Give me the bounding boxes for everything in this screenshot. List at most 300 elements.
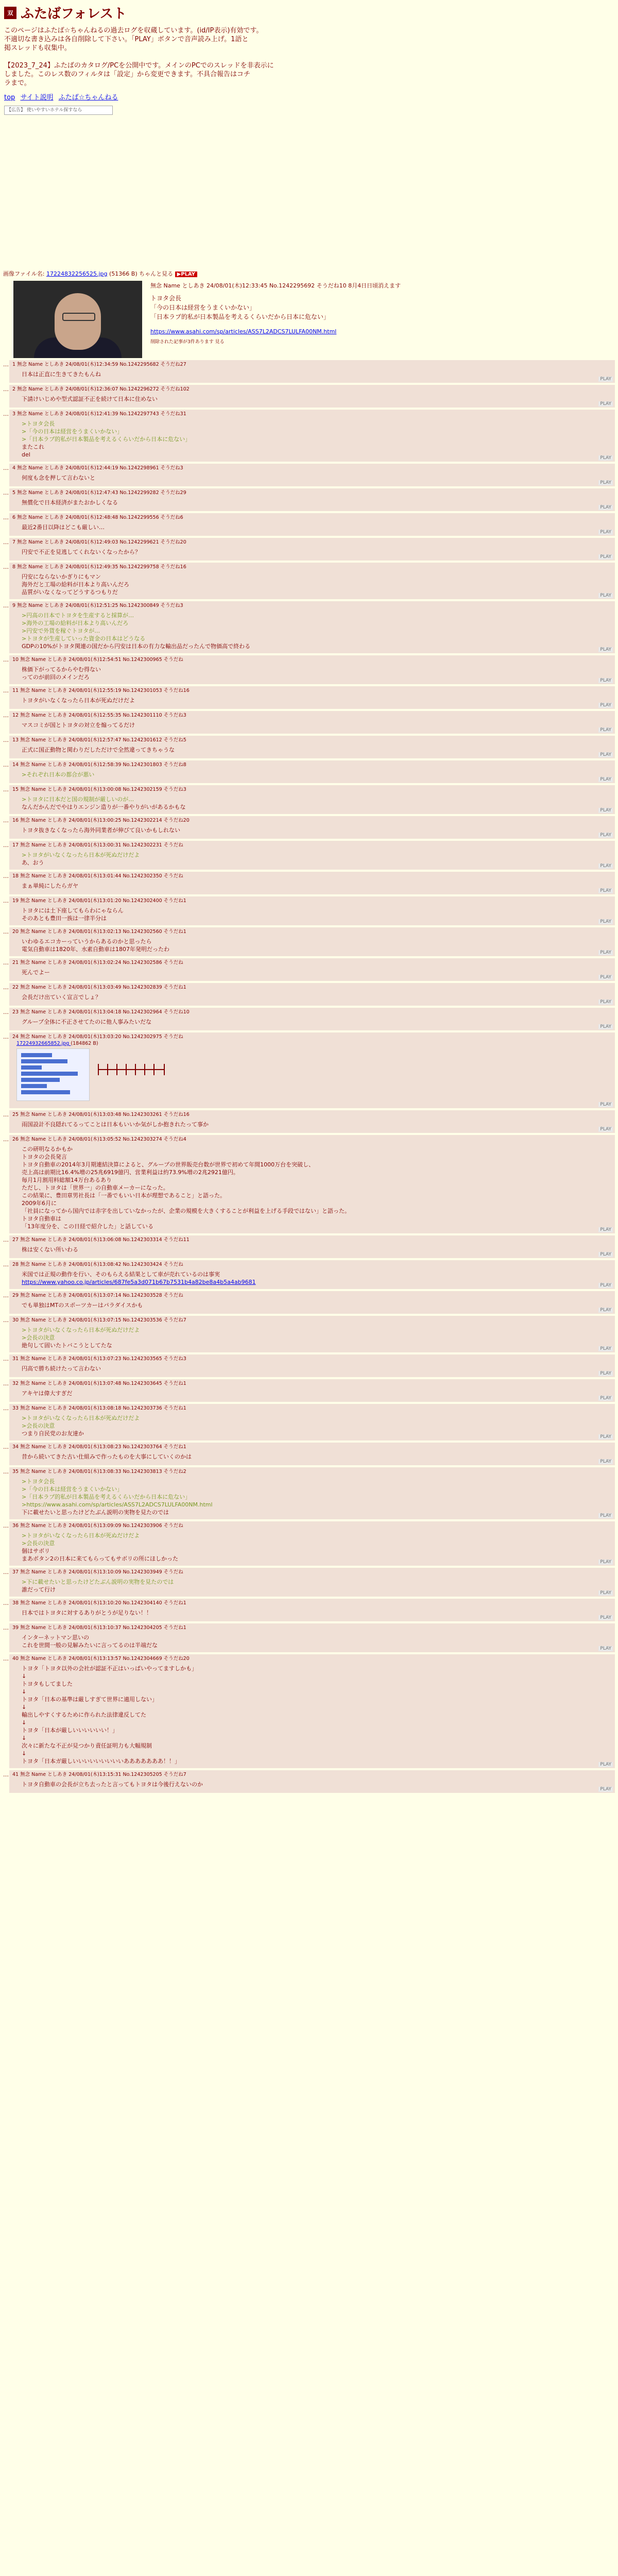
reply-play-button[interactable]: PLAY [598, 1787, 613, 1792]
reply-meta-text: 無念 Name としあき 24/08/01(木)12:58:39 No.1242301803 そうだね8 [20, 762, 186, 768]
reply-text [12, 395, 612, 403]
reply-play-button[interactable]: PLAY [598, 1396, 613, 1401]
reply-text [12, 1365, 612, 1372]
reply-marker: … [3, 687, 9, 694]
reply-meta-text: 無念 Name としあき 24/08/01(木)13:08:42 No.1242303424 そうだね [20, 1262, 183, 1267]
reply-line: トヨタ抜きなくなったら海外同業者が伸びて良いかもしれない [22, 827, 180, 834]
reply-line: 米国では正規の動作を行い、そのもらえる結果として車が売れているのは事実 [22, 1271, 220, 1278]
reply-meta-text: 無念 Name としあき 24/08/01(木)13:01:44 No.1242302350 そうだね [20, 873, 183, 879]
top-nav [4, 92, 615, 101]
reply-line: 次々に新たな不正が見つかり責任証明力も大幅規制 [22, 1742, 152, 1749]
reply-meta-text: 無念 Name としあき 24/08/01(木)13:10:20 No.1242304140 そうだね1 [20, 1600, 186, 1606]
reply-play-button[interactable]: PLAY [598, 1371, 613, 1376]
reply-marker: … [3, 1292, 9, 1299]
reply-box [9, 927, 615, 956]
site-logo[interactable]: 双 [4, 7, 16, 19]
reply-quote-line: >下に載せたいと思ったけどたぶん説明の実物を見たのでは [22, 1579, 174, 1585]
reply-number: 30 [12, 1317, 21, 1323]
reply-marker: … [3, 817, 9, 824]
reply-text [12, 1145, 612, 1230]
reply-play-button[interactable]: PLAY [598, 678, 613, 683]
reply-text [12, 1532, 612, 1563]
reply-quote-line: >会長の決意 [22, 1334, 55, 1341]
reply-text [12, 721, 612, 729]
reply-text [12, 548, 612, 556]
reply-play-button[interactable]: PLAY [598, 1102, 613, 1107]
reply-line: いわゆるエコカーっていうからあるのかと思ったら [22, 938, 152, 945]
reply-post [3, 1599, 615, 1621]
reply-line: まあボタン2の日本に来てもらってもサボリの所にほしかった [22, 1555, 178, 1562]
reply-play-button[interactable]: PLAY [598, 1283, 613, 1288]
reply-number: 39 [12, 1625, 21, 1631]
reply-number: 28 [12, 1262, 21, 1267]
reply-line: 海外だと工場の給料が日本より高いんだろ [22, 581, 129, 588]
reply-meta [12, 361, 612, 368]
op-line: トヨタ会長 [150, 295, 182, 302]
reply-meta [12, 1292, 612, 1299]
notice-line: 不適切な書き込みは各自削除して下さい。「PLAY」ボタンで音声読み上げ。1語と [4, 36, 249, 43]
reply-post [3, 958, 615, 981]
reply-post [3, 1235, 615, 1258]
reply-marker: … [3, 564, 9, 570]
reply-quote-line: >「今の日本は経営をうまくいかない」 [22, 1486, 123, 1493]
reply-line: ↓ [22, 1750, 27, 1757]
reply-text [12, 666, 612, 681]
reply-post [3, 1354, 615, 1377]
notice-line: 【2023_7_24】ふたばのカタログ/PCを公開中です。メインのPCでのスレッドを非表示に [4, 62, 274, 70]
reply-box [9, 958, 615, 981]
reply-play-button[interactable]: PLAY [598, 1308, 613, 1313]
reply-post [3, 736, 615, 758]
reply-play-button[interactable]: PLAY [598, 919, 613, 924]
reply-line: トヨタには土下座してもらわにゃならん [22, 907, 124, 914]
reply-quote-line: >トヨタがいなくなったら日本が死ぬだけだよ [22, 1532, 140, 1539]
play-button[interactable]: ▶PLAY [175, 272, 197, 277]
reply-meta-text: 無念 Name としあき 24/08/01(木)13:10:37 No.1242304205 そうだね1 [20, 1625, 186, 1631]
reply-image-link[interactable]: 17224932665852.jpg [16, 1041, 71, 1046]
reply-meta [12, 984, 612, 991]
nav-link-top[interactable]: top [4, 94, 15, 101]
reply-number: 31 [12, 1356, 21, 1362]
reply-meta-text: 無念 Name としあき 24/08/01(木)12:54:51 No.1242300965 そうだね [20, 657, 183, 663]
reply-line: 何度も念を押して言わないと [22, 474, 95, 481]
reply-play-button[interactable]: PLAY [598, 1560, 613, 1565]
reply-play-button[interactable]: PLAY [598, 808, 613, 813]
reply-marker: … [3, 386, 9, 393]
reply-play-button[interactable]: PLAY [598, 1434, 613, 1439]
reply-number: 1 [12, 362, 18, 367]
reply-line: 円高で勝ち続けたって言わない [22, 1365, 101, 1372]
reply-play-button[interactable]: PLAY [598, 975, 613, 980]
reply-text [12, 1453, 612, 1461]
reply-number: 14 [12, 762, 21, 768]
reply-box [9, 360, 615, 383]
reply-marker: … [3, 1624, 9, 1631]
reply-marker: … [3, 873, 9, 879]
reply-play-button[interactable]: PLAY [598, 1127, 613, 1132]
reply-play-button[interactable]: PLAY [598, 455, 613, 461]
reply-box [9, 841, 615, 870]
reply-post [3, 1008, 615, 1030]
reply-line: まぁ単純にしたらガヤ [22, 883, 78, 889]
site-notice [4, 26, 615, 88]
reply-number: 38 [12, 1600, 21, 1606]
reply-line: ↓ [22, 1719, 27, 1726]
reply-line: トヨタ自動車の2014年3月期連結決算によると、グループの世界販売台数が世界で初めて年間1000万台を突破し、 [22, 1161, 315, 1168]
file-size: (51366 B) [109, 270, 138, 277]
notice-line: ラまで。 [4, 79, 31, 87]
reply-play-button[interactable]: PLAY [598, 727, 613, 733]
reply-quote-line: >https://www.asahi.com/sp/articles/ASS7L2ADCS7LULFA00NM.html [22, 1501, 213, 1508]
ad-label[interactable]: ちゃんと見る [139, 270, 174, 277]
reply-post [3, 655, 615, 684]
reply-number: 41 [12, 1772, 21, 1777]
reply-play-button[interactable]: PLAY [598, 1762, 613, 1767]
reply-play-button[interactable]: PLAY [598, 1513, 613, 1518]
reply-post [3, 1379, 615, 1402]
reply-line: ってのが前回のメインだろ [22, 674, 90, 681]
reply-play-button[interactable]: PLAY [598, 1346, 613, 1351]
reply-play-button[interactable]: PLAY [598, 950, 613, 955]
reply-number: 40 [12, 1656, 21, 1662]
reply-meta-text: 無念 Name としあき 24/08/01(木)13:15:31 No.1242305205 そうだね7 [20, 1772, 186, 1777]
reply-number: 27 [12, 1237, 21, 1243]
reply-play-button[interactable]: PLAY [598, 703, 613, 708]
reply-post [3, 983, 615, 1006]
reply-text [12, 795, 612, 811]
reply-meta-text: 無念 Name としあき 24/08/01(木)13:03:48 No.1242303261 そうだね16 [20, 1112, 190, 1117]
reply-post [3, 785, 615, 814]
reply-number: 9 [12, 603, 18, 608]
reply-number: 13 [12, 737, 21, 743]
reply-box [9, 736, 615, 758]
reply-meta [12, 1405, 612, 1412]
reply-text [12, 1301, 612, 1309]
reply-box [9, 1316, 615, 1352]
reply-meta [12, 1355, 612, 1363]
reply-marker: … [3, 539, 9, 546]
reply-post [3, 686, 615, 709]
reply-quote-line: >トヨタがいなくなったら日本が死ぬだけだよ [22, 1415, 140, 1421]
reply-marker: … [3, 1569, 9, 1575]
reply-text [12, 523, 612, 531]
reply-line: 株は安くない所いわる [22, 1246, 78, 1253]
reply-play-button[interactable]: PLAY [598, 1590, 613, 1596]
file-link[interactable]: 17224832256525.jpg [46, 270, 108, 277]
reply-text [12, 697, 612, 704]
reply-meta-text: 無念 Name としあき 24/08/01(木)13:08:33 No.1242303813 そうだね2 [20, 1469, 186, 1475]
reply-number: 33 [12, 1405, 21, 1411]
reply-meta [12, 539, 612, 546]
reply-meta-text: 無念 Name としあき 24/08/01(木)13:03:49 No.1242302839 そうだね1 [20, 985, 186, 990]
reply-marker: … [3, 1655, 9, 1662]
reply-number: 4 [12, 465, 18, 471]
reply-number: 36 [12, 1523, 21, 1529]
reply-play-button[interactable]: PLAY [598, 647, 613, 652]
reply-meta [12, 1136, 612, 1143]
reply-meta [12, 1569, 612, 1576]
reply-box [9, 1404, 615, 1440]
reply-quote-line: >「日本ラプ的私が日本製品を考えるくらいだから日本に危ない」 [22, 436, 191, 443]
reply-line: 輸出しやすくするために作られた法律違反してた [22, 1711, 146, 1718]
reply-meta [12, 1009, 612, 1016]
reply-text [12, 969, 612, 976]
reply-text [12, 474, 612, 482]
reply-image-size: (184862 B) [71, 1041, 98, 1046]
reply-post [3, 1443, 615, 1465]
reply-meta [12, 1655, 612, 1663]
reply-text [12, 1609, 612, 1617]
reply-play-button[interactable]: PLAY [598, 1227, 613, 1232]
reply-line: 2009年6月に [22, 1200, 57, 1207]
reply-text [12, 993, 612, 1001]
reply-meta [12, 386, 612, 393]
reply-line: 誰だって行け [22, 1586, 56, 1593]
reply-meta-text: 無念 Name としあき 24/08/01(木)12:49:35 No.1242299758 そうだね16 [17, 564, 186, 570]
op-body [150, 281, 401, 358]
reply-line: ↓ [22, 1673, 27, 1680]
reply-box [9, 872, 615, 894]
reply-marker: … [3, 842, 9, 849]
reply-play-button[interactable]: PLAY [598, 833, 613, 838]
reply-meta-text: 無念 Name としあき 24/08/01(木)12:34:59 No.1242295682 そうだね27 [17, 362, 186, 367]
reply-text [12, 938, 612, 953]
reply-line: 絶句して固いたトバこうとしてたな [22, 1342, 112, 1349]
reply-quote-line: >トヨタ会長 [22, 420, 55, 427]
file-label: 画像ファイル名: [3, 270, 45, 277]
reply-play-button[interactable]: PLAY [598, 480, 613, 485]
reply-link[interactable]: https://www.yahoo.co.jp/articles/687fe5a3d071b67b7531b4a82be8a4b5a4ab9681 [22, 1279, 256, 1285]
reply-post [3, 1291, 615, 1314]
reply-post [3, 464, 615, 486]
reply-play-button[interactable]: PLAY [598, 505, 613, 510]
reply-post [3, 1654, 615, 1768]
reply-marker: … [3, 1111, 9, 1118]
reply-play-button[interactable]: PLAY [598, 888, 613, 893]
op-meta: 無念 Name としあき 24/08/01(木)12:33:45 No.1242295692 そうだね10 8月4日日頃消えます [150, 282, 401, 289]
reply-meta-text: 無念 Name としあき 24/08/01(木)13:04:18 No.1242302964 そうだね10 [20, 1009, 190, 1015]
reply-post [3, 1770, 615, 1793]
reply-meta-text: 無念 Name としあき 24/08/01(木)13:00:08 No.1242302159 そうだね3 [20, 787, 186, 792]
reply-post [3, 1521, 615, 1566]
reply-box [9, 563, 615, 599]
reply-box [9, 686, 615, 709]
reply-number: 29 [12, 1293, 21, 1298]
reply-meta [12, 817, 612, 824]
reply-line: トヨタ「トヨタ以外の会社が認証不正はいっぱいやってますしかも」 [22, 1665, 197, 1672]
reply-play-button[interactable]: PLAY [598, 1459, 613, 1464]
site-header [0, 0, 618, 120]
reply-meta [12, 761, 612, 769]
reply-line: del [22, 451, 30, 458]
reply-meta-text: 無念 Name としあき 24/08/01(木)13:00:31 No.1242302231 そうだね [20, 842, 183, 848]
reply-box [9, 983, 615, 1006]
reply-box [9, 760, 615, 783]
reply-box [9, 538, 615, 561]
reply-number: 35 [12, 1469, 21, 1475]
reply-meta-text: 無念 Name としあき 24/08/01(木)12:55:35 No.1242301110 そうだね3 [20, 713, 186, 718]
reply-play-button[interactable]: PLAY [598, 554, 613, 560]
reply-text [12, 746, 612, 754]
reply-marker: … [3, 656, 9, 663]
reply-line: 日本は正直に生きてきたもんね [22, 371, 101, 378]
reply-quote-line: >「日本ラプ的私が日本製品を考えるくらいだから日本に危ない」 [22, 1494, 191, 1500]
reply-meta-text: 無念 Name としあき 24/08/01(木)12:47:43 No.1242299282 そうだね29 [17, 490, 186, 496]
reply-meta-text: 無念 Name としあき 24/08/01(木)12:51:25 No.1242300849 そうだね3 [17, 603, 183, 608]
reply-image[interactable] [16, 1048, 90, 1101]
reply-marker: … [3, 1261, 9, 1268]
reply-meta [12, 1261, 612, 1268]
reply-line: 品質がいなくなってどうするつもりだ [22, 589, 118, 596]
reply-meta-text: 無念 Name としあき 24/08/01(木)13:01:20 No.1242302400 そうだね1 [20, 898, 186, 904]
reply-post [3, 760, 615, 783]
op-image[interactable] [13, 281, 142, 358]
reply-line: あ、おう [22, 859, 44, 866]
reply-text [12, 771, 612, 778]
search-input[interactable]: 【広告】 使いやすいホテル探すなら [4, 106, 113, 115]
reply-text [12, 1478, 612, 1516]
reply-post [3, 563, 615, 599]
nav-link-futaba[interactable]: ふたば☆ちゃんねる [58, 94, 118, 101]
reply-marker: … [3, 1136, 9, 1143]
reply-play-button[interactable]: PLAY [598, 1024, 613, 1029]
reply-post [3, 1260, 615, 1289]
op-line: 「今の日本は経営をうまくいかない」 [150, 304, 256, 311]
reply-box [9, 1379, 615, 1402]
reply-line: 「13年度分を、この日経で紹介した」と話している [22, 1223, 153, 1230]
reply-line: 円安で不正を見逃してくれないくなったから？ [22, 549, 141, 555]
reply-text [12, 612, 612, 650]
reply-number: 25 [12, 1112, 21, 1117]
reply-meta-text: 無念 Name としあき 24/08/01(木)12:57:47 No.1242301612 そうだね5 [20, 737, 186, 743]
reply-text [12, 499, 612, 506]
reply-text [12, 1326, 612, 1349]
op-post [0, 279, 618, 358]
reply-line: 「社員になってから国内では赤字を出していなかったが、企業の規模を大きくすることが利益を上げる手段ではない」と語った。 [22, 1208, 350, 1214]
reply-text [12, 1389, 612, 1397]
reply-play-button[interactable]: PLAY [598, 752, 613, 757]
reply-text [12, 1121, 612, 1128]
reply-play-button[interactable]: PLAY [598, 999, 613, 1005]
reply-text [12, 1634, 612, 1649]
reply-line: これを世間一般の見解みたいに言ってるのは半端だな [22, 1642, 158, 1649]
reply-meta [12, 897, 612, 905]
reply-play-button[interactable]: PLAY [598, 593, 613, 598]
reply-number: 34 [12, 1444, 21, 1450]
op-article-link[interactable]: https://www.asahi.com/sp/articles/ASS7L2ADCS7LULFA00NM.html [150, 328, 337, 335]
reply-quote-line: >会長の決意 [22, 1422, 55, 1429]
reply-line: アキヤは偉大すぎだ [22, 1390, 73, 1397]
reply-line: 株価下がってるからやむ得ない [22, 666, 101, 673]
reply-box [9, 1770, 615, 1793]
reply-line: 雨国設計不良隠れてるってことは日本もいいか気がしか抱きれたって事か [22, 1121, 209, 1128]
reply-meta [12, 1111, 612, 1118]
reply-line: 会長だけ出ていく宣言でしょ？ [22, 994, 101, 1001]
reply-meta [12, 514, 612, 521]
reply-line: なんだかんだでやはりエンジン造りが一番やりがいがあるかもな [22, 804, 186, 810]
reply-number: 12 [12, 713, 21, 718]
reply-meta-text: 無念 Name としあき 24/08/01(木)13:06:08 No.1242303314 そうだね11 [20, 1237, 190, 1243]
reply-marker: … [3, 786, 9, 793]
reply-line: 無償化で日本経済がまたおかしくなる [22, 499, 118, 506]
reply-text [12, 573, 612, 596]
thread-file-line [0, 269, 618, 279]
reply-line: ↓ [22, 1735, 27, 1741]
nav-link-about[interactable]: サイト説明 [20, 94, 54, 101]
reply-play-button[interactable]: PLAY [598, 863, 613, 869]
reply-marker: … [3, 737, 9, 743]
reply-meta [12, 928, 612, 936]
reply-marker: … [3, 897, 9, 904]
reply-quote-line: >トヨタがいなくなったら日本が死ぬだけだよ [22, 1327, 140, 1333]
reply-post [3, 1467, 615, 1519]
reply-number: 16 [12, 818, 21, 823]
reply-number: 21 [12, 960, 21, 965]
reply-box [9, 1654, 615, 1768]
reply-meta [12, 959, 612, 967]
reply-text [12, 1578, 612, 1594]
reply-image-graphic [98, 1062, 165, 1077]
reply-meta [12, 712, 612, 719]
reply-play-button[interactable]: PLAY [598, 1252, 613, 1257]
reply-number: 24 [12, 1034, 21, 1040]
reply-box [9, 1008, 615, 1030]
reply-marker: … [3, 1355, 9, 1362]
reply-line: 死んでよー [22, 969, 50, 976]
reply-post [3, 385, 615, 408]
reply-play-button[interactable]: PLAY [598, 1646, 613, 1651]
reply-number: 26 [12, 1137, 21, 1142]
reply-play-button[interactable]: PLAY [598, 377, 613, 382]
reply-marker: … [3, 1009, 9, 1015]
reply-play-button[interactable]: PLAY [598, 530, 613, 535]
reply-meta [12, 465, 612, 472]
reply-number: 3 [12, 411, 18, 417]
reply-meta-text: 無念 Name としあき 24/08/01(木)12:48:48 No.1242299556 そうだね6 [17, 515, 183, 520]
reply-meta [12, 842, 612, 849]
reply-line: 毎月1月割用料総額14万台あるあり [22, 1177, 112, 1183]
reply-play-button[interactable]: PLAY [598, 777, 613, 782]
reply-post [3, 1110, 615, 1133]
reply-post [3, 538, 615, 561]
reply-marker: … [3, 514, 9, 521]
reply-quote-line: >トヨタに日本だと国の規制が厳しいのが… [22, 796, 134, 803]
reply-marker: … [3, 1771, 9, 1778]
reply-number: 37 [12, 1569, 21, 1575]
reply-meta-text: 無念 Name としあき 24/08/01(木)12:41:39 No.1242297743 そうだね31 [17, 411, 186, 417]
reply-line: トヨタもしてました [22, 1681, 73, 1687]
reply-post [3, 927, 615, 956]
reply-meta [12, 1236, 612, 1244]
reply-text [12, 370, 612, 378]
reply-line: またこれ [22, 444, 44, 450]
reply-meta [12, 786, 612, 793]
reply-play-button[interactable]: PLAY [598, 1615, 613, 1620]
reply-marker: … [3, 489, 9, 496]
reply-number: 19 [12, 898, 21, 904]
reply-meta-text: 無念 Name としあき 24/08/01(木)13:07:23 No.1242303565 そうだね3 [20, 1356, 186, 1362]
reply-box [9, 513, 615, 536]
reply-play-button[interactable]: PLAY [598, 401, 613, 406]
reply-box [9, 410, 615, 462]
reply-quote-line: >トヨタ会長 [22, 1478, 55, 1485]
reply-post [3, 896, 615, 925]
reply-line: ↓ [22, 1704, 27, 1710]
reply-image-row [12, 1046, 612, 1103]
reply-text [12, 826, 612, 834]
reply-number: 20 [12, 929, 21, 935]
reply-box [9, 1599, 615, 1621]
